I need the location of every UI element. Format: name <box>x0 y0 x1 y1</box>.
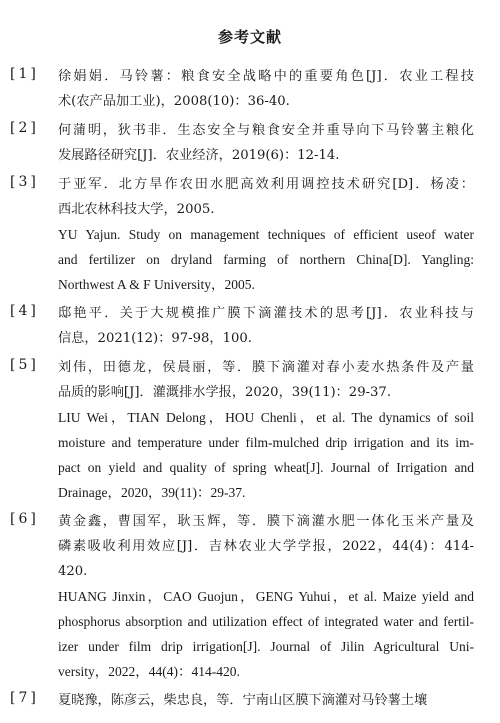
reference-text-line: 徐娟娟．马铃薯：粮食安全战略中的重要角色[J]．农业工程技 <box>58 69 474 84</box>
reference-text-line: 刘伟，田德龙，侯晨丽，等．膜下滴灌对春小麦水热条件及产量 <box>58 360 474 375</box>
reference-english-line: Northwest A & F University，2005. <box>58 277 255 292</box>
reference-english-line: and fertilizer on dryland farming of northern China[D]. Yangling: <box>58 252 474 267</box>
reference-english-line: phosphorus absorption and utilization effect of integrated water and fertil- <box>58 614 474 629</box>
reference-item <box>0 357 500 507</box>
reference-text-line: 邸艳平．关于大规模推广膜下滴灌技术的思考[J]．农业科技与 <box>58 306 474 321</box>
reference-text-line: 品质的影响[J]．灌溉排水学报，2020，39(11)：29-37. <box>58 385 392 400</box>
reference-english-line: pact on yield and quality of spring wheat[J]. Journal of Irrigation and <box>58 460 474 475</box>
reference-number: [5] <box>10 357 39 373</box>
reference-item <box>0 511 500 686</box>
reference-number: [6] <box>10 511 39 527</box>
reference-item <box>0 303 500 353</box>
reference-number: [1] <box>10 66 39 82</box>
references-heading: 参考文献 <box>217 28 282 46</box>
reference-text-line: 黄金鑫，曹国军，耿玉辉，等．膜下滴灌水肥一体化玉米产量及 <box>58 514 474 529</box>
reference-english-line: HUANG Jinxin，CAO Guojun，GENG Yuhui，et al. Maize yield and <box>58 589 474 604</box>
reference-number: [4] <box>10 303 39 319</box>
reference-item <box>0 690 500 715</box>
reference-item <box>0 174 500 299</box>
reference-text-line: 夏晓豫，陈彦云，柴忠良，等．宁南山区膜下滴灌对马铃薯土壤 <box>58 693 428 708</box>
reference-text-line: 磷素吸收利用效应[J]．吉林农业大学学报，2022，44(4)：414- <box>58 539 474 554</box>
reference-english-line: YU Yajun. Study on management techniques of efficient useof water <box>58 227 474 242</box>
reference-item <box>0 120 500 170</box>
reference-english-line: versity，2022，44(4)：414-420. <box>58 664 240 679</box>
reference-text-line: 420. <box>58 564 88 579</box>
reference-english-line: moisture and temperature under film-mulched drip irrigation and its im- <box>58 435 474 450</box>
reference-number: [3] <box>10 174 39 190</box>
reference-text-line: 于亚军．北方旱作农田水肥高效利用调控技术研究[D]．杨凌： <box>58 177 474 192</box>
reference-item <box>0 66 500 116</box>
reference-number: [7] <box>10 690 39 706</box>
reference-text-line: 信息，2021(12)：97-98，100. <box>58 331 252 346</box>
reference-english-line: LIU Wei，TIAN Delong，HOU Chenli，et al. The dynamics of soil <box>58 410 474 425</box>
reference-english-line: izer under film drip irrigation[J]. Journal of Jilin Agricultural Uni- <box>58 639 474 654</box>
reference-text-line: 何蒲明，狄书非．生态安全与粮食安全并重导向下马铃薯主粮化 <box>58 123 474 138</box>
reference-english-line: Drainage，2020，39(11)：29-37. <box>58 485 246 500</box>
reference-text-line: 术(农产品加工业)，2008(10)：36-40. <box>58 94 290 109</box>
reference-text-line: 西北农林科技大学，2005. <box>58 202 215 217</box>
reference-number: [2] <box>10 120 39 136</box>
reference-list <box>0 66 500 719</box>
reference-text-line: 发展路径研究[J]．农业经济，2019(6)：12-14. <box>58 148 340 163</box>
